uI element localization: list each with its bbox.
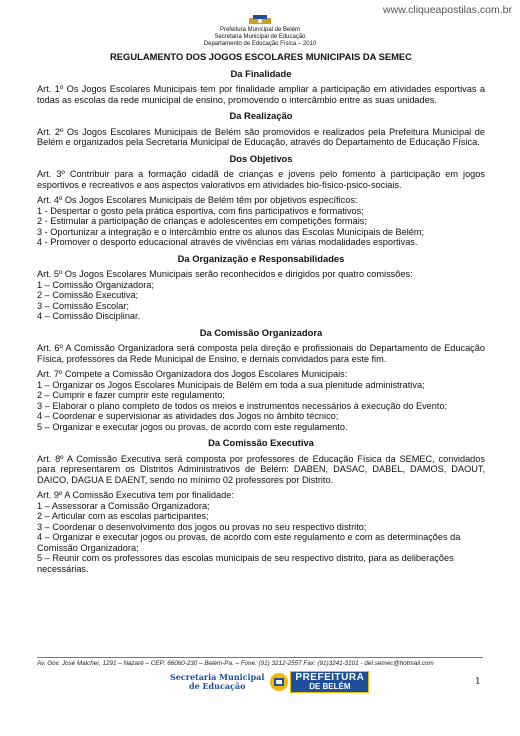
list-item: 5 – Organizar e executar jogos ou provas, de acordo com este regulamento. xyxy=(37,421,348,432)
list-item: 1 – Assessorar a Comissão Organizadora; xyxy=(37,500,210,511)
secretaria-logo xyxy=(170,673,264,691)
article-7-list xyxy=(37,380,485,433)
footer-divider xyxy=(37,657,483,658)
prefeitura-logo-top: PREFEITURA xyxy=(295,672,365,683)
list-item: 5 – Reunir com os professores das escolas municipais de seu respectivo distrito, para as deliberações necessárias. xyxy=(37,553,454,574)
heading-comissao-organizadora: Da Comissão Organizadora xyxy=(199,326,323,338)
list-item: 1 – Comissão Organizadora; xyxy=(37,279,154,290)
list-item: 4 – Organizar e executar jogos ou provas, de acordo com este regulamento e com as determinações da Comissão Organizadora; xyxy=(37,532,461,553)
header-prefeitura: Prefeitura Municipal de Belém xyxy=(219,27,301,33)
article-9: Art. 9º A Comissão Executiva tem por finalidade: xyxy=(37,490,234,500)
article-3: Art. 3º Contribuir para a formação cidadã de crianças e jovens pelo fomento à participação em jogos esportivos e recreativos e aos aspectos valorativos em atividades bio-físico-psico-sociais. xyxy=(37,169,485,190)
document-body xyxy=(37,50,485,579)
article-9-list xyxy=(37,501,485,575)
list-item: 4 – Comissão Disciplinar. xyxy=(37,311,141,321)
footer-logos xyxy=(170,671,369,693)
list-item: 4 - Promover o desporto educacional através de vivências em várias modalidades esportivas. xyxy=(37,237,418,247)
city-crest-icon xyxy=(247,14,273,26)
list-item: 4 – Coordenar e supervisionar as atividades dos Jogos no âmbito técnico; xyxy=(37,411,339,421)
prefeitura-logo-bottom: DE BELÉM xyxy=(309,682,351,691)
watermark-url: www.cliqueapostilas.com.br xyxy=(383,4,512,16)
article-1: Art. 1º Os Jogos Escolares Municipais tem por finalidade ampliar a participação em atividades esportivas a todas as escolas da rede municipal de ensino, promovendo o intercâmbio entre as suas unidades. xyxy=(37,84,485,105)
education-emblem-icon xyxy=(268,672,290,692)
heading-realizacao: Da Realização xyxy=(229,110,293,121)
header-secretaria: Secretaria Municipal de Educação xyxy=(214,34,306,40)
article-2: Art. 2º Os Jogos Escolares Municipais de Belém são promovidos e realizados pela Prefeitura Municipal de Belém e organizados pela Secretaria Municipal de Educação, através do Departamento de Educação Física. xyxy=(37,126,485,147)
list-item: 2 - Estimular a participação de crianças e adolescentes em competições formais; xyxy=(37,216,367,226)
article-8: Art. 8º A Comissão Executiva será composta por professores de Educação Física da SEMEC, convidados para representarem os Distritos Administrativos de Belém: DABEN, DASAC, DABEL, DAMOS, DAOUT, DAICO, DAGUA E DAENT, sendo no mínimo 02 professores por Distrito. xyxy=(37,453,485,485)
prefeitura-logo xyxy=(268,671,369,693)
secretaria-logo-line2: de Educação xyxy=(188,681,246,691)
page-number: 1 xyxy=(475,677,481,687)
secretaria-logo-line1: Secretaria Municipal xyxy=(170,672,265,682)
article-6: Art. 6º A Comissão Organizadora será composta pela direção e profissionais do Departamento de Educação Física, professores da Rede Municipal de Ensino, e demais convidados para este fim. xyxy=(37,343,485,364)
heading-objetivos: Dos Objetivos xyxy=(229,152,293,164)
list-item: 3 – Coordenar o desenvolvimento dos jogos ou provas no seu respectivo distrito; xyxy=(37,521,367,532)
document-title: REGULAMENTO DOS JOGOS ESCOLARES MUNICIPAIS DA SEMEC xyxy=(110,51,412,62)
list-item: 3 - Oportunizar a integração e o intercâmbio entre os alunos das Escolas Municipais de Belém; xyxy=(37,226,425,237)
article-5: Art. 5º Os Jogos Escolares Municipais serão reconhecidos e dirigidos por quatro comissões: xyxy=(37,269,413,279)
header-departamento: Departamento de Educação Física – 2010 xyxy=(203,41,317,47)
heading-finalidade: Da Finalidade xyxy=(230,67,292,79)
article-4: Art. 4º Os Jogos Escolares Municipais de Belém têm por objetivos específicos: xyxy=(37,195,358,205)
article-7: Art. 7º Compete a Comissão Organizadora dos Jogos Escolares Municipais: xyxy=(37,369,348,379)
list-item: 1 – Organizar os Jogos Escolares Municipais de Belém em toda a sua plenitude administrativa; xyxy=(37,379,425,390)
list-item: 3 – Comissão Escolar; xyxy=(37,300,129,311)
list-item: 1 - Despertar o gosto pela prática esportiva, com fins participativos e formativos; xyxy=(37,205,364,216)
list-item: 2 – Comissão Executiva; xyxy=(37,290,139,300)
article-5-list xyxy=(37,280,485,322)
list-item: 2 – Cumprir e fazer cumprir este regulamento; xyxy=(37,390,225,400)
list-item: 2 – Articular com as escolas participantes; xyxy=(37,511,209,521)
heading-organizacao: Da Organização e Responsabilidades xyxy=(177,252,345,264)
footer-address: Av. Gov. José Malcher, 1291 – Nazaré – CEP: 66060-230 – Belém-Pa. – Fone: (91) 3212-2557 Fax: (91)3241-3101 - def.semec@hotmail.com xyxy=(37,660,434,667)
document-header xyxy=(0,14,520,48)
article-4-list xyxy=(37,206,485,248)
heading-comissao-executiva: Da Comissão Executiva xyxy=(208,437,314,448)
list-item: 3 – Elaborar o plano completo de todos os meios e instrumentos necessários à execução do Evento; xyxy=(37,400,448,411)
